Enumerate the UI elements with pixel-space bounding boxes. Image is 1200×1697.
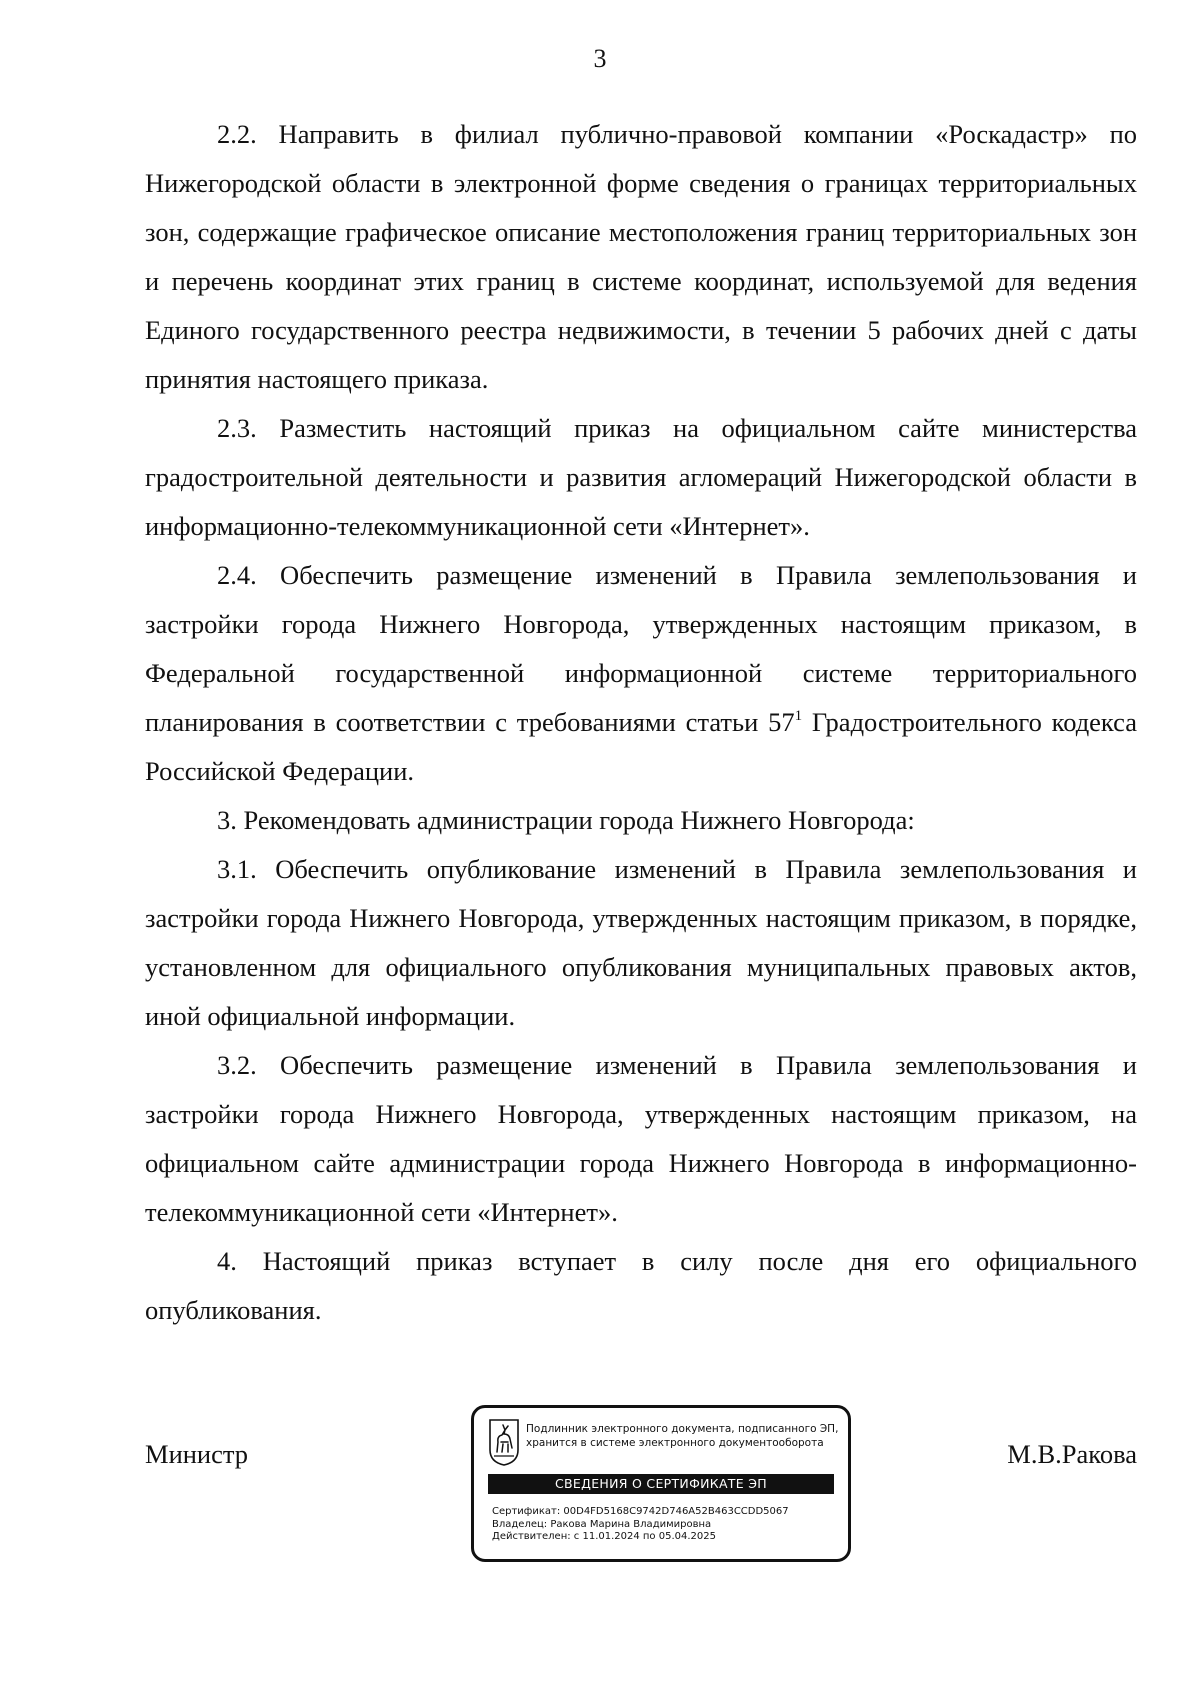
superscript: 1 (794, 708, 803, 724)
certificate-details (492, 1506, 842, 1544)
paragraph-3: 3. Рекомендовать администрации города Нижнего Новгорода: (217, 805, 915, 835)
signer-name: М.В.Ракова (1007, 1439, 1137, 1469)
stamp-header (526, 1422, 842, 1450)
certificate-owner: Владелец: Ракова Марина Владимировна (492, 1518, 712, 1530)
paragraph-2-2: 2.2. Направить в филиал публично-правовой компании «Роскадастр» по Нижегородской области в электронной форме сведения о границах территориальных зон, содержащие графическое описание местоположения границ территориальных зон и перечень координат этих границ в системе координат, используемой для ведения Единого государственного реестра недвижимости, в течении 5 рабочих дней с даты принятия настоящего приказа. (145, 119, 1137, 394)
deer-emblem-icon (488, 1418, 520, 1466)
stamp-title-bar: СВЕДЕНИЯ О СЕРТИФИКАТЕ ЭП (488, 1474, 834, 1494)
paragraph-2-3: 2.3. Разместить настоящий приказ на официальном сайте министерства градостроительной деятельности и развития агломераций Нижегородской области в информационно-телекоммуникационной сети «Интернет». (145, 413, 1137, 541)
paragraph-4: 4. Настоящий приказ вступает в силу после дня его официального опубликования. (145, 1246, 1137, 1325)
stamp-header-line: хранится в системе электронного документооборота (526, 1437, 824, 1449)
certificate-validity: Действителен: с 11.01.2024 по 05.04.2025 (492, 1531, 716, 1542)
stamp-header-line: Подлинник электронного документа, подписанного ЭП, (526, 1423, 839, 1435)
paragraph-2-4-text-end: Градостроительного кодекса Российской Федерации. (145, 707, 1137, 786)
signer-position: Министр (145, 1439, 249, 1469)
document-body (145, 110, 1137, 1335)
signature-block (145, 1405, 1137, 1565)
electronic-signature-stamp (471, 1405, 851, 1562)
page-number: 3 (593, 44, 607, 73)
certificate-number: Сертификат: 00D4FD5168C9742D746A52B463CCDD5067 (492, 1506, 789, 1517)
paragraph-2-4-text: 2.4. Обеспечить размещение изменений в Правила землепользования и застройки города Нижнего Новгорода, утвержденных настоящим приказом, в Федеральной государственной информационной системе территориального планирования в соответствии с требованиями статьи 57 (145, 560, 1137, 737)
paragraph-2-4 (145, 551, 1137, 796)
paragraph-3-2: 3.2. Обеспечить размещение изменений в Правила землепользования и застройки города Нижнего Новгорода, утвержденных настоящим приказом, на официальном сайте администрации города Нижнего Новгорода в информационно-телекоммуникационной сети «Интернет». (145, 1050, 1137, 1227)
paragraph-3-1: 3.1. Обеспечить опубликование изменений в Правила землепользования и застройки города Нижнего Новгорода, утвержденных настоящим приказом, в порядке, установленном для официального опубликования муниципальных правовых актов, иной официальной информации. (145, 854, 1137, 1031)
